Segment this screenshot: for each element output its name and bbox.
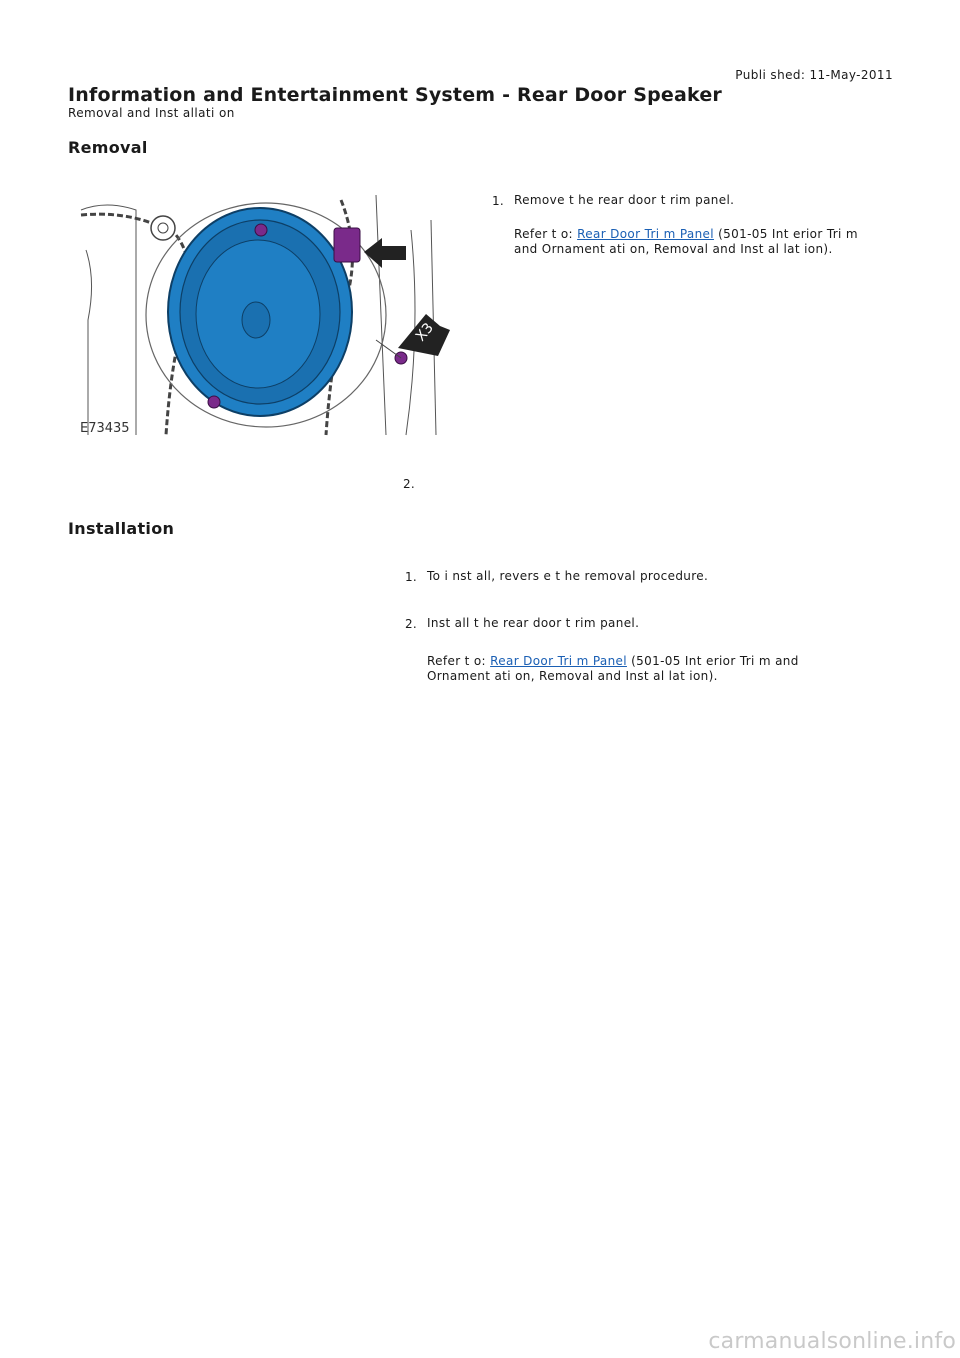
page-title: Information and Entertainment System - Rear Door Speaker: [68, 84, 722, 106]
rear-door-trim-panel-link[interactable]: Rear Door Tri m Panel: [577, 227, 714, 241]
ref-suffix: (501-05 Int erior Tri m and Ornament ati on, Removal and Inst al lat ion).: [514, 227, 858, 256]
ref-prefix: Refer t o:: [514, 227, 578, 241]
figure-label: E73435: [80, 421, 130, 436]
speaker-illustration: [76, 190, 456, 440]
install-step-2-reference: [427, 654, 817, 684]
ref-suffix: (501-05 Int erior Tri m and Ornament ati on, Removal and Inst al lat ion).: [427, 654, 799, 683]
callout-label: X3: [412, 320, 437, 345]
install-step-2-text: Inst all t he rear door t rim panel.: [427, 616, 640, 630]
page-subtitle: Removal and Inst allati on: [68, 106, 235, 120]
removal-step-1-reference: [514, 227, 884, 257]
install-step-2-number: 2.: [405, 617, 418, 631]
watermark: carmanualsonline.info: [708, 1329, 956, 1354]
installation-heading: Installation: [68, 519, 175, 538]
install-step-1-number: 1.: [405, 570, 418, 584]
removal-heading: Removal: [68, 138, 148, 157]
removal-step-2-number: 2.: [403, 477, 416, 491]
removal-step-1-number: 1.: [492, 194, 505, 208]
ref-prefix: Refer t o:: [427, 654, 491, 668]
removal-step-1-text: Remove t he rear door t rim panel.: [514, 193, 735, 207]
rear-door-trim-panel-link[interactable]: Rear Door Tri m Panel: [490, 654, 627, 668]
install-step-1-text: To i nst all, revers e t he removal procedure.: [427, 569, 709, 583]
published-date: Publi shed: 11-May-2011: [735, 68, 893, 82]
